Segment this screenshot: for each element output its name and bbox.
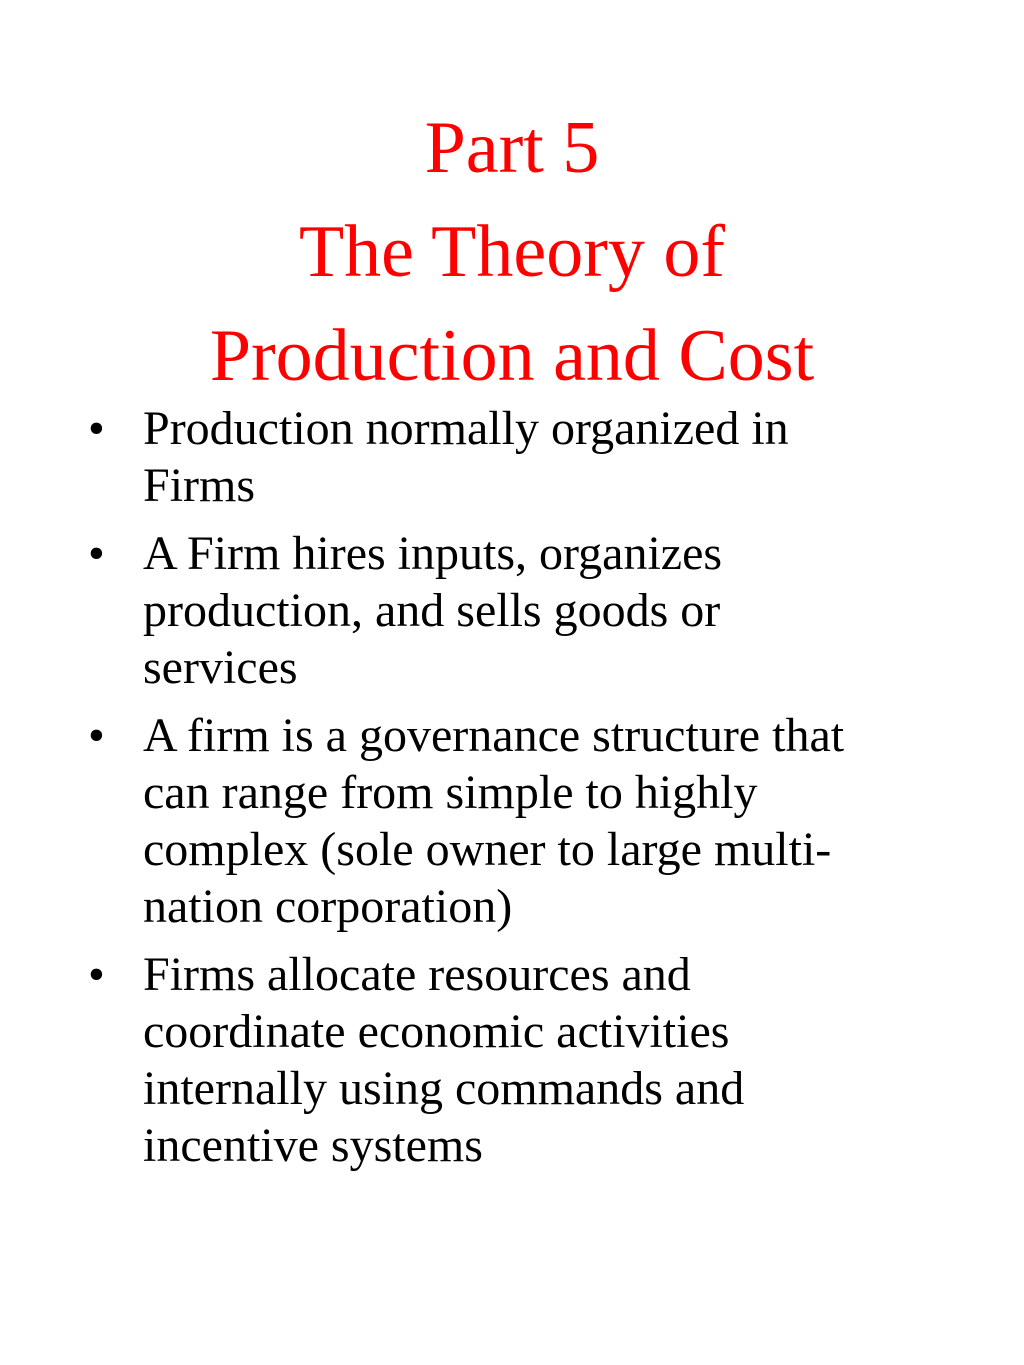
bullet-line: A firm is a governance structure that — [143, 709, 845, 762]
bullet-marker-icon: • — [88, 402, 105, 455]
bullet-line: services — [143, 641, 298, 694]
title-line-theory: The Theory of — [298, 211, 726, 293]
bullet-marker-icon: • — [88, 948, 105, 1001]
bullet-item-governance — [88, 707, 988, 935]
title-line-part: Part 5 — [424, 107, 600, 189]
bullet-item-firms — [88, 400, 988, 514]
bullet-marker-icon: • — [88, 709, 105, 762]
bullet-line: production, and sells goods or — [143, 584, 721, 637]
bullet-line: Firms — [143, 459, 256, 512]
bullet-marker-icon: • — [88, 527, 105, 580]
bullet-line: Firms allocate resources and — [143, 948, 691, 1001]
bullet-line: coordinate economic activities — [143, 1005, 730, 1058]
bullet-line: nation corporation) — [143, 880, 513, 933]
bullet-list — [88, 400, 988, 1185]
bullet-line: internally using commands and — [143, 1062, 745, 1115]
bullet-line: complex (sole owner to large multi- — [143, 823, 832, 876]
bullet-line: Production normally organized in — [143, 402, 789, 455]
bullet-line: can range from simple to highly — [143, 766, 758, 819]
bullet-item-allocate — [88, 946, 988, 1174]
slide-title — [0, 96, 1024, 408]
bullet-item-firm-hires — [88, 525, 988, 696]
title-line-production: Production and Cost — [209, 315, 815, 397]
bullet-line: A Firm hires inputs, organizes — [143, 527, 723, 580]
bullet-line: incentive systems — [143, 1119, 483, 1172]
